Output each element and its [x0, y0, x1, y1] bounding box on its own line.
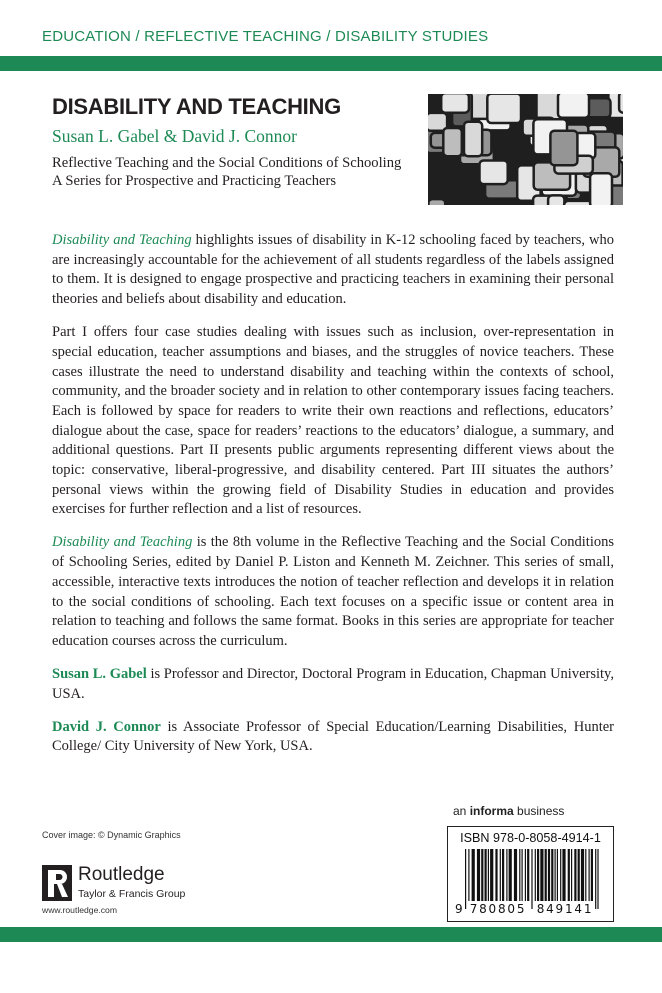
book-title: DISABILITY AND TEACHING — [52, 94, 341, 119]
author-bio-gabel — [52, 665, 614, 704]
barcode-bar — [537, 849, 539, 901]
informa-business-tagline: an informa business — [453, 804, 565, 818]
art-square — [487, 94, 521, 123]
barcode-bar — [465, 849, 466, 909]
barcode-bar — [472, 849, 475, 901]
barcode-bar — [485, 849, 487, 901]
cover-artwork-image — [428, 94, 623, 205]
barcode-bar — [525, 849, 526, 901]
barcode-bar — [548, 849, 550, 901]
barcode-bar — [488, 849, 489, 901]
publisher-group: Taylor & Francis Group — [78, 888, 186, 900]
barcode-bar — [506, 849, 507, 901]
art-square — [619, 94, 623, 113]
series-subtitle: A Series for Prospective and Practicing Teachers — [52, 173, 337, 189]
barcode-bar — [562, 849, 565, 901]
barcode-bar — [468, 849, 469, 901]
author-name: Susan L. Gabel — [52, 665, 147, 682]
art-square — [480, 161, 508, 185]
barcode-bar — [545, 849, 547, 901]
barcode-bar — [560, 849, 561, 901]
book-title-italic: Disability and Teaching — [52, 232, 192, 248]
publisher-url[interactable]: www.routledge.com — [42, 905, 117, 915]
paragraph-series — [52, 533, 614, 651]
isbn-barcode-box — [447, 826, 614, 922]
barcode-bar — [571, 849, 572, 901]
barcode-bar — [509, 849, 512, 901]
barcode-bar — [574, 849, 576, 901]
author-bio-text: is Professor and Director, Doctoral Program in Education, Chapman University, USA. — [52, 665, 614, 702]
author-name: David J. Connor — [52, 718, 161, 735]
barcode-bar — [589, 849, 590, 901]
art-square — [558, 94, 589, 118]
category-label: EDUCATION / REFLECTIVE TEACHING / DISABILITY STUDIES — [42, 28, 489, 45]
paragraph-parts: Part I offers four case studies dealing with issues such as inclusion, over-representation in special education, teacher assumptions and biases, and the struggles of novice teachers. These cases illustrate the need to understand disability and teaching within the contexts of school, community, and the broader society and in relation to other contemporary issues facing teachers. Each is followed by space for readers to write their own reactions and reflections, educators’ dialogue about the case, space for readers’ reactions to the educators’ dialogue, a summary, and additional questions. Part II presents public arguments representing different views about the topic: conservative, liberal-progressive, and disability centered. Part III situates the authors’ personal views within the growing field of Disability Studies in education and provides exercises for further reflection and a list of resources. — [52, 324, 614, 518]
barcode-bar — [568, 849, 570, 901]
barcode-bar — [477, 849, 480, 901]
barcode-right-digits: 849141 — [536, 902, 594, 916]
publisher-name: Routledge — [78, 864, 165, 885]
barcode-bar — [555, 849, 556, 901]
art-square — [443, 128, 462, 156]
barcode-bar — [581, 849, 584, 901]
barcode-bar — [522, 849, 523, 901]
routledge-logo-icon — [42, 865, 72, 901]
barcode-bar — [531, 849, 532, 909]
barcode-bar — [535, 849, 536, 901]
art-square — [590, 173, 612, 205]
barcode-bar — [519, 849, 520, 901]
author-bio-connor — [52, 718, 614, 757]
barcode-bar — [481, 849, 483, 901]
art-square — [548, 195, 564, 205]
art-square — [428, 199, 445, 205]
barcode-bar — [527, 849, 529, 901]
paragraph-intro — [52, 231, 614, 310]
description-body — [52, 231, 614, 770]
barcode-bar — [500, 849, 501, 901]
art-square — [464, 122, 482, 157]
bottom-green-band — [0, 927, 662, 942]
book-title-italic: Disability and Teaching — [52, 534, 193, 551]
barcode-bar — [597, 849, 598, 909]
art-square — [441, 94, 469, 113]
barcode-bar — [551, 849, 553, 901]
author-bio-text: is Associate Professor of Special Education/Learning Disabilities, Hunter College/ City University of New York, USA. — [52, 718, 614, 755]
informa-brand: informa — [469, 804, 514, 818]
barcode-bar — [502, 849, 504, 901]
barcode-bar — [495, 849, 497, 901]
barcode-bar — [595, 849, 596, 909]
cover-image-credit: Cover image: © Dynamic Graphics — [42, 830, 181, 840]
barcode-first-digit: 9 — [455, 902, 463, 916]
paragraph-text: highlights issues of disability in K-12 schooling faced by teachers, who are increasingly accountable for the achievement of all students regardless of the labels assigned to them. It is designed to engage prospective and practicing teachers in examining their personal theories and beliefs about disability and education. — [52, 232, 615, 308]
top-green-band — [0, 56, 662, 71]
barcode-left-digits: 780805 — [469, 902, 527, 916]
barcode-graphic — [454, 849, 609, 917]
barcode-bar — [591, 849, 593, 901]
art-square — [550, 131, 577, 166]
barcode-bar — [578, 849, 580, 901]
barcode-bar — [514, 849, 517, 901]
isbn-number: ISBN 978-0-8058-4914-1 — [460, 831, 601, 845]
barcode-bar — [557, 849, 558, 901]
paragraph-text: is the 8th volume in the Reflective Teaching and the Social Conditions of Schooling Series, edited by Daniel P. Liston and Kenneth M. Zeichner. This series of small, accessible, interactive texts introduces the notion of teacher reflection and develops it in relation to the social conditions of schooling. Each text focuses on a specific issue or content area in relation to teaching and follows the same format. Books in this series are appropriate for teacher education courses across the curriculum. — [52, 534, 614, 649]
series-title: Reflective Teaching and the Social Conditions of Schooling — [52, 155, 402, 171]
barcode-bar — [585, 849, 586, 901]
book-authors: Susan L. Gabel & David J. Connor — [52, 126, 297, 146]
abstract-squares-graphic — [428, 94, 623, 205]
barcode-bar — [540, 849, 543, 901]
barcode-bar — [490, 849, 493, 901]
